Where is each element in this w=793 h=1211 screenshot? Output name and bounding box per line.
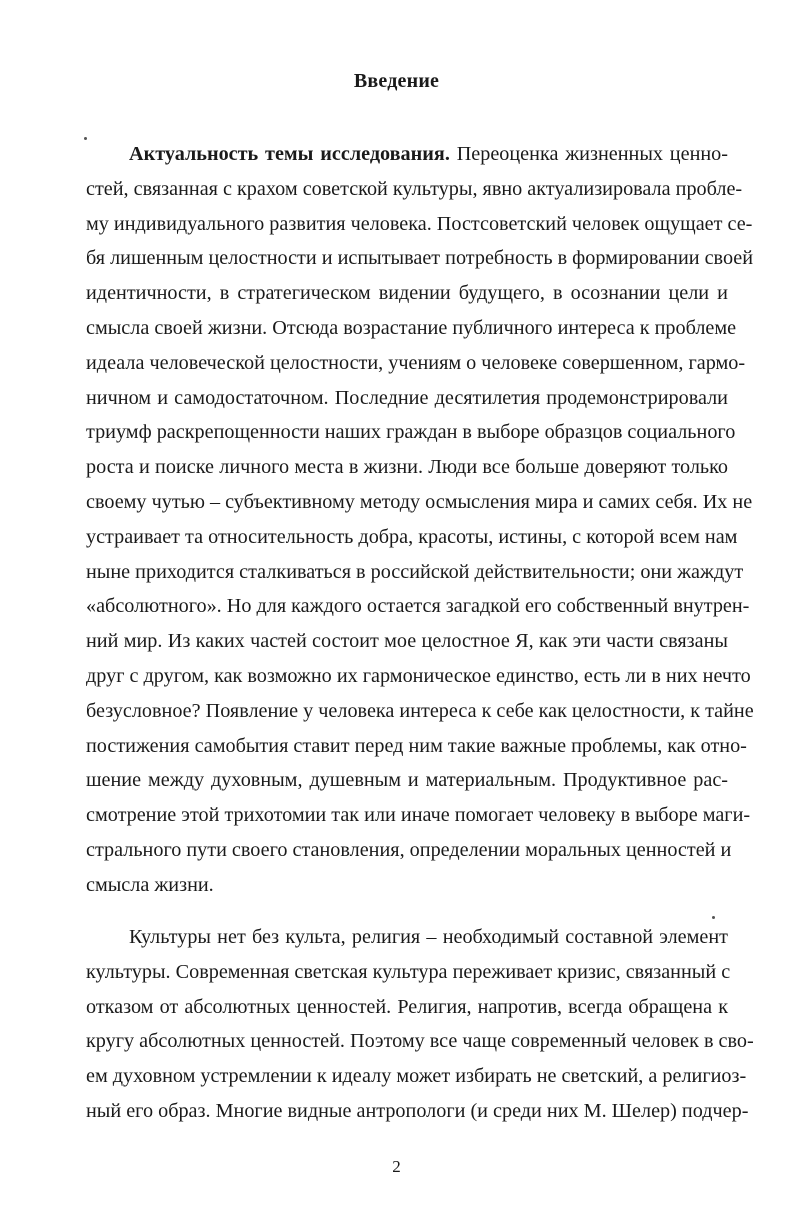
paragraph-line: отказом от абсолютных ценностей. Религия, напротив, всегда обращена к xyxy=(86,995,728,1018)
paragraph-line: друг с другом, как возможно их гармоническое единство, есть ли в них нечто xyxy=(86,664,751,687)
paragraph-line: идентичности, в стратегическом видении будущего, в осознании цели и xyxy=(86,282,728,305)
paragraph-line: ныне приходится сталкиваться в российской действительности; они жаждут xyxy=(86,560,744,583)
paragraph-line: стрального пути своего становления, определении моральных ценностей и xyxy=(86,838,732,861)
paragraph-line: смотрение этой трихотомии так или иначе помогает человеку в выборе маги- xyxy=(86,804,751,827)
paragraph-line: роста и поиске личного места в жизни. Люди все больше доверяют только xyxy=(86,456,728,479)
paragraph-line: ний мир. Из каких частей состоит мое целостное Я, как эти части связаны xyxy=(86,630,728,653)
paragraph-line: кругу абсолютных ценностей. Поэтому все чаще современный человек в сво- xyxy=(86,1030,754,1053)
scan-speck xyxy=(84,137,87,140)
paragraph-line: постижения самобытия ставит перед ним такие важные проблемы, как отно- xyxy=(86,734,747,757)
paragraph-line: шение между духовным, душевным и материальным. Продуктивное рас- xyxy=(86,769,728,792)
paragraph-line: безусловное? Появление у человека интереса к себе как целостности, к тайне xyxy=(86,699,754,722)
scan-speck xyxy=(712,916,715,919)
paragraph-relevance xyxy=(86,137,754,903)
paragraph-line: смысла жизни. xyxy=(86,873,214,896)
paragraph-line: ем духовном устремлении к идеалу может избирать не светский, а религиоз- xyxy=(86,1065,747,1088)
paragraph-line: бя лишенным целостности и испытывает потребность в формировании своей xyxy=(86,247,754,270)
paragraph-line: устраивает та относительность добра, красоты, истины, с которой всем нам xyxy=(86,525,738,548)
paragraph-line: культуры. Современная светская культура переживает кризис, связанный с xyxy=(86,960,731,983)
paragraph-line: Культуры нет без культа, религия – необходимый составной элемент xyxy=(129,926,728,948)
relevance-lead: Актуальность темы исследования. xyxy=(129,143,450,165)
paragraph-line: «абсолютного». Но для каждого остается загадкой его собственный внутрен- xyxy=(86,595,750,618)
first-line-rest: Переоценка жизненных ценно- xyxy=(449,143,728,165)
paragraph-line: своему чутью – субъективному методу осмысления мира и самих себя. Их не xyxy=(86,490,753,513)
paragraph-line: триумф раскрепощенности наших граждан в выборе образцов социального xyxy=(86,421,736,444)
paragraph-line: стей, связанная с крахом советской культуры, явно актуализировала пробле- xyxy=(86,177,743,200)
page-number: 2 xyxy=(392,1157,401,1176)
paragraph-line: идеала человеческой целостности, учениям о человеке совершенном, гармо- xyxy=(86,351,746,374)
paragraph-line: ничном и самодостаточном. Последние десятилетия продемонстрировали xyxy=(86,386,728,409)
page-title: Введение xyxy=(353,70,440,92)
paragraph-culture xyxy=(86,920,754,1129)
paragraph-line xyxy=(86,137,728,172)
paragraph-line: му индивидуального развития человека. Постсоветский человек ощущает се- xyxy=(86,212,753,235)
paragraph-line: ный его образ. Многие видные антропологи (и среди них М. Шелер) подчер- xyxy=(86,1099,749,1122)
paragraph-line: смысла своей жизни. Отсюда возрастание публичного интереса к проблеме xyxy=(86,316,737,339)
